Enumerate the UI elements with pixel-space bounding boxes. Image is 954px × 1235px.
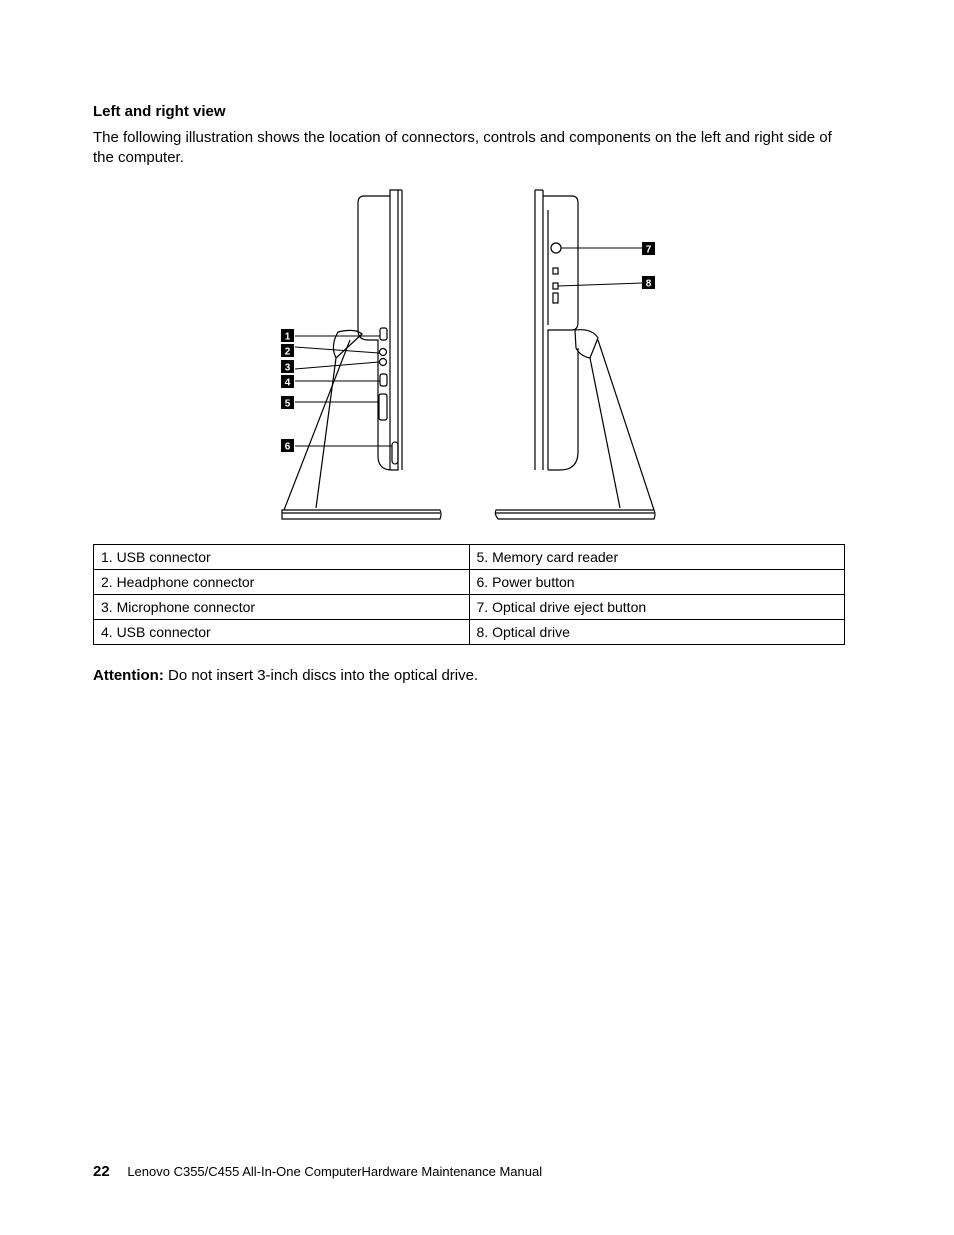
callout-6: 6 <box>284 441 291 453</box>
legend-cell: 7. Optical drive eject button <box>469 595 845 620</box>
callout-5: 5 <box>284 398 291 410</box>
table-row <box>94 595 845 620</box>
legend-cell: 2. Headphone connector <box>94 570 470 595</box>
left-view-drawing <box>282 190 441 519</box>
legend-cell: 4. USB connector <box>94 620 470 645</box>
legend-cell: 8. Optical drive <box>469 620 845 645</box>
attention-label: Attention: <box>93 667 164 684</box>
callout-3: 3 <box>284 362 291 374</box>
attention-text: Do not insert 3-inch discs into the optical drive. <box>167 667 479 684</box>
callout-2: 2 <box>284 346 291 358</box>
attention-note <box>93 667 478 684</box>
callout-1: 1 <box>284 331 291 343</box>
legend-cell: 6. Power button <box>469 570 845 595</box>
right-view-drawing <box>495 190 655 519</box>
legend-cell: 5. Memory card reader <box>469 545 845 570</box>
manual-title: Lenovo C355/C455 All-In-One ComputerHardware Maintenance Manual <box>127 1164 543 1179</box>
page-footer <box>93 1163 542 1180</box>
callout-8: 8 <box>645 278 652 290</box>
component-legend-table <box>93 544 845 645</box>
callout-7: 7 <box>645 244 652 256</box>
legend-cell: 1. USB connector <box>94 545 470 570</box>
section-heading: Left and right view <box>93 103 226 120</box>
table-row <box>94 545 845 570</box>
left-right-view-illustration <box>276 185 660 525</box>
table-row <box>94 620 845 645</box>
callout-4: 4 <box>284 377 291 389</box>
legend-cell: 3. Microphone connector <box>94 595 470 620</box>
intro-paragraph: The following illustration shows the location of connectors, controls and components on the left and right side of the computer. <box>93 129 832 166</box>
table-row <box>94 570 845 595</box>
page-number: 22 <box>93 1163 110 1180</box>
